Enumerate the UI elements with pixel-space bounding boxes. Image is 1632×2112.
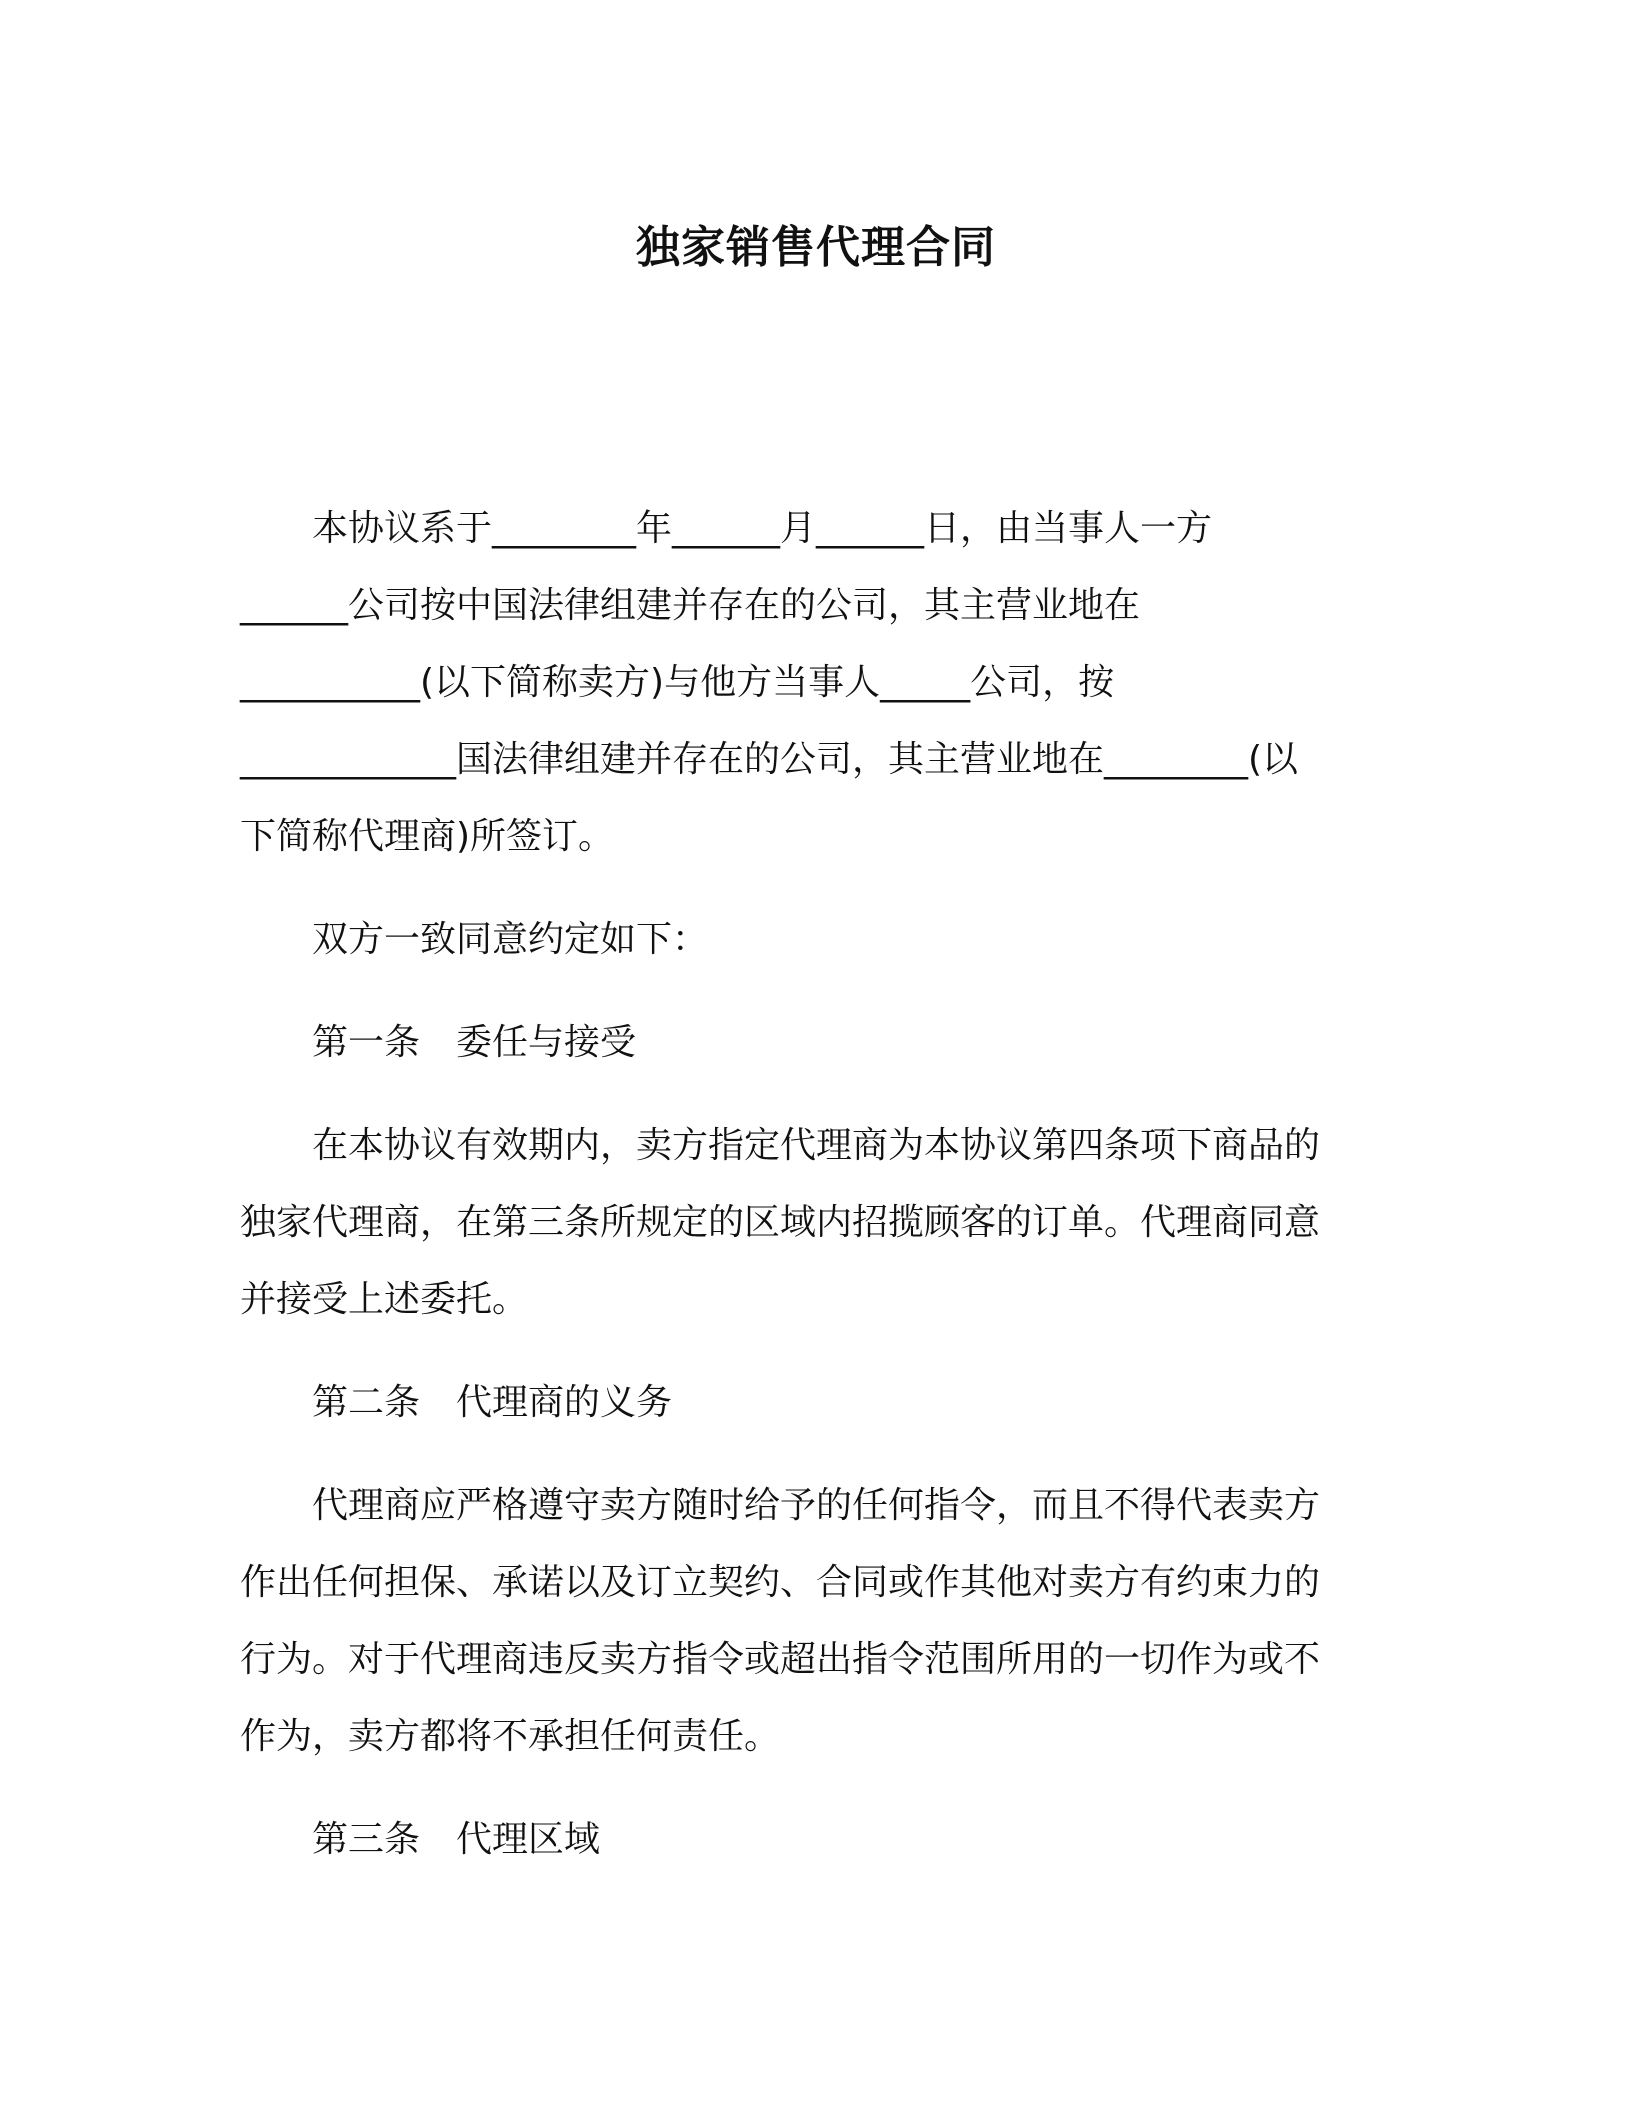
document-body: [240, 490, 1390, 1878]
article-2-line: 行为。对于代理商违反卖方指令或超出指令范围所用的一切作为或不: [240, 1639, 1321, 1680]
article-1-line: 独家代理商，在第三条所规定的区域内招揽顾客的订单。代理商同意: [240, 1202, 1321, 1243]
preamble-line: ____________国法律组建并存在的公司，其主营业地在________(以: [240, 739, 1299, 780]
preamble-line: 下简称代理商)所签订。: [240, 816, 615, 857]
article-1-line: 在本协议有效期内，卖方指定代理商为本协议第四条项下商品的: [312, 1125, 1321, 1166]
article-1-heading: 第一条 委任与接受: [312, 1022, 637, 1063]
article-2-line: 作出任何担保、承诺以及订立契约、合同或作其他对卖方有约束力的: [240, 1562, 1321, 1603]
preamble-paragraph: [240, 490, 1390, 875]
article-2-paragraph: [240, 1467, 1390, 1775]
agreement-intro: 双方一致同意约定如下：: [312, 919, 709, 960]
article-2-line: 作为，卖方都将不承担任何责任。: [240, 1716, 781, 1757]
document-title: 独家销售代理合同: [636, 222, 996, 273]
article-2-heading: 第二条 代理商的义务: [312, 1382, 673, 1423]
article-2-line: 代理商应严格遵守卖方随时给予的任何指令，而且不得代表卖方: [312, 1485, 1321, 1526]
preamble-line: __________(以下简称卖方)与他方当事人_____公司，按: [240, 662, 1115, 703]
article-1-paragraph: [240, 1107, 1390, 1338]
article-3-heading: 第三条 代理区域: [312, 1819, 601, 1860]
preamble-line: 本协议系于________年______月______日，由当事人一方: [312, 508, 1213, 549]
article-1-line: 并接受上述委托。: [240, 1279, 529, 1320]
preamble-line: ______公司按中国法律组建并存在的公司，其主营业地在: [240, 585, 1141, 626]
